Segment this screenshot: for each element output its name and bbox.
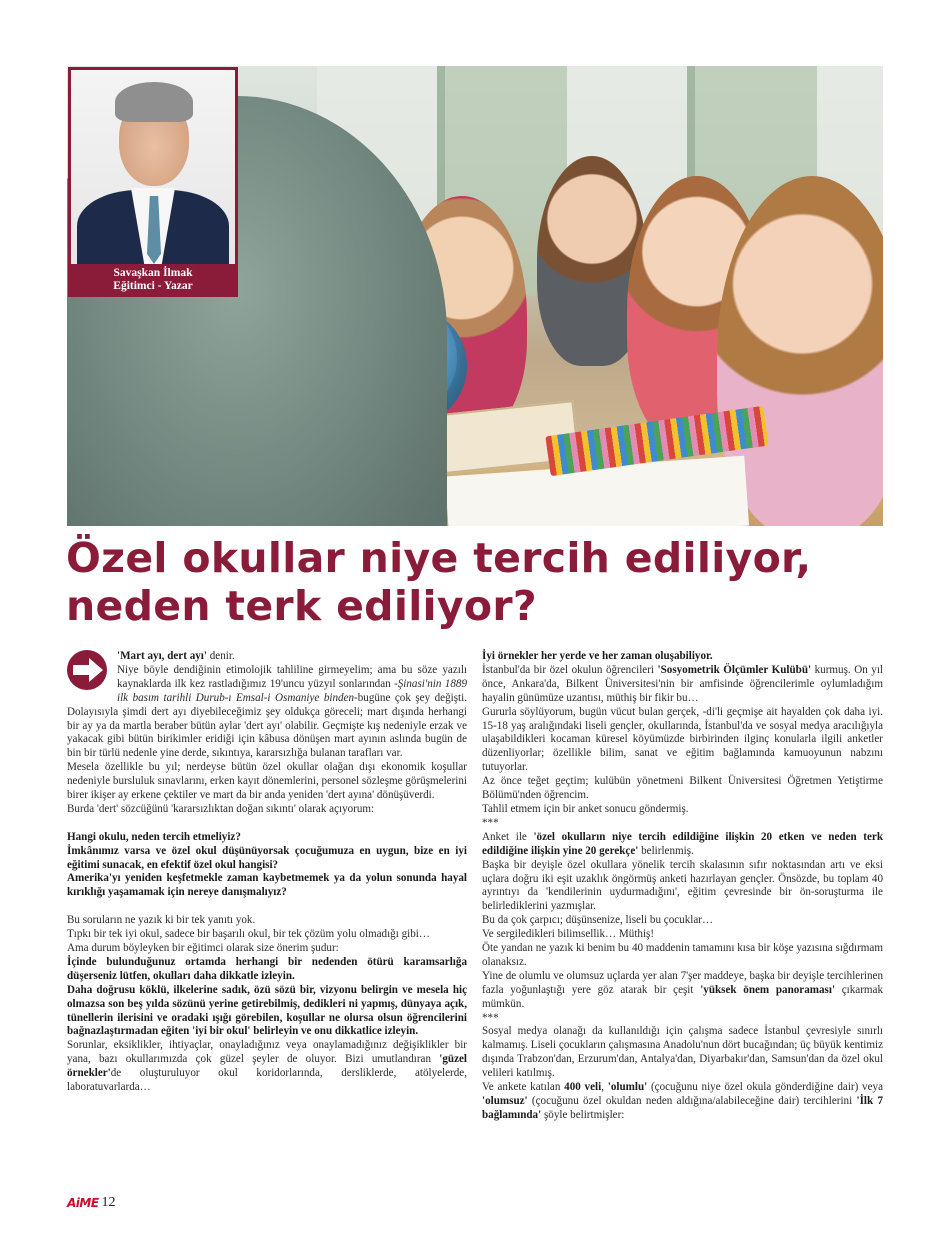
paragraph: Sosyal medya olanağı da kullanıldığı için çalışma sadece İstanbul çevresiyle sınırlı kalmamış. Liseli çocukların çalışmasına Anadolu'nun dört bucağından; üç büyük kentimiz dışında Trabzon'dan, Erzurum'dan, Antalya'dan, Diyarbakır'dan, Samsun'dan da özel okul velileri katılmış. [482,1025,883,1080]
author-photo [71,70,235,264]
paragraph: Niye böyle dendiğinin etimolojik tahliline girmeyelim; ama bu söze yazılı kaynaklarda ilk kez rastladığımız 19'uncu yüzyıl sonlarından -Şinasi'nin 1889 ilk basım tarihli Durub-ı Emsal-i Osmaniye binden-bugüne çok şey değişti. Dolayısıyla şimdi dert ayı diyebileceğimiz şey oldukça göreceli; mart dışında herhangi bir ay ya da martla beraber bütün aylar 'dert ayı' olabilir. Geçmişte kış nedeniyle erzak ve yakacak gibi bütün birikimler eridiği için kâbusa dönüşen mart ayının aslında bugün de bin bir türlü nedenle yine derde, sıkıntıya, kararsızlığa bulanan tarafları var. [67,663,467,760]
separator-stars: *** [482,816,499,829]
question: İmkânımız varsa ve özel okul düşünüyorsak çocuğumuza en uygun, bize en iyi eğitimi sunacak, en efektif özel okul hangisi? [67,844,467,871]
paragraph: Ve ankete katılan 400 veli, 'olumlu' (çocuğunu niye özel okula gönderdiğine dair) veya 'olumsuz' (çocuğunu özel okuldan neden aldığına/alabileceğine dair) tercihlerini 'İlk 7 bağlamında' şöyle belirtmişler: [482,1081,884,1121]
title-line-2: neden terk ediliyor? [66,582,537,630]
author-box [68,67,238,297]
paragraph: Başka bir deyişle özel okullara yönelik tercih skalasının sıfır noktasından artı ve eksi uçlara doğru iki eşit uzaklık öngörmüş anketi hazırlayan gençler. Önsözde, bu toplam 40 ayrıntıyı da 'kendilerinin uydurmadığını', eğitim çevresinde bir ön-soruşturma ile belirlediklerini yazmışlar. [482,858,883,913]
arrow-right-icon [67,650,111,690]
paragraph: Yine de olumlu ve olumsuz uçlarda yer alan 7'şer maddeye, başka bir deyişle tercihlerinen fazla yoğunlaştığı yere göz atarak bir çeşit 'yüksek önem panoraması' çıkarmak mümkün. [482,969,884,1010]
author-hair [115,82,193,122]
author-role: Eğitimci - Yazar [113,280,193,292]
paragraph: Tahlil etmem için bir anket sonucu göndermiş. [482,802,689,815]
paragraph: Gururla söylüyorum, bugün vücut bulan gerçek, -di'li geçmişe ait hayalden çok daha iyi. 15-18 yaş aralığındaki liseli gençler, okullarında, İstanbul'da ve sosyal medya aracılığıyla ulaşabildikleri kocaman küresel köyümüzde birbirinden ilginç konularla ilgili anketler düzenliyorlar; özellikle bilim, sanat ve eğitim bağlamında kamuoyunun nabzını tutuyorlar. [482,705,883,774]
paragraph: Ve sergiledikleri bilimsellik… Müthiş! [482,928,655,941]
page-number: 12 [101,1195,116,1210]
author-name: Savaşkan İlmak [113,267,193,279]
paragraph: Bu da çok çarpıcı; düşünsenize, liseli bu çocuklar… [482,914,714,927]
paragraph: Ama durum böyleyken bir eğitimci olarak size önerim şudur: [67,942,339,954]
right-column [482,650,883,1123]
paragraph: Bu soruların ne yazık ki bir tek yanıtı yok. [67,914,256,927]
question: Hangi okulu, neden tercih etmeliyiz? [67,830,241,843]
paragraph: Tıpkı bir tek iyi okul, sadece bir başarılı okul, bir tek çözüm yolu olmadığı gibi… [67,928,430,941]
paragraph-bold: İçinde bulunduğunuz ortamda herhangi bir nedenden ötürü karamsarlığa düşerseniz lütfen, okulları daha dikkatle izleyin. [67,955,467,982]
paragraph: Anket ile 'özel okulların niye tercih edildiğine ilişkin 20 etken ve neden terk edildiğine ilişkin yine 20 gerekçe' belirlenmiş. [482,830,883,857]
title-line-1: Özel okullar niye tercih ediliyor, [66,534,812,582]
section-heading: İyi örnekler her yerde ve her zaman oluşabiliyor. [482,650,713,662]
article-title [66,534,896,630]
paragraph: Öte yandan ne yazık ki benim bu 40 maddenin tamamını kısa bir köşe yazısına sığdırmam olanaksız. [482,942,883,968]
page-footer [67,1193,116,1213]
paragraph: Az önce teğet geçtim; kulübün yönetmeni Bilkent Üniversitesi Öğretmen Yetiştirme Bölümü'nden öğrencim. [482,775,883,802]
author-caption [71,264,235,293]
lead-quote: 'Mart ayı, dert ayı' [117,650,207,662]
paragraph: Sorunlar, eksiklikler, ihtiyaçlar, onayladığınız veya onaylamadığınız değişiklikler bir yana, bazı okullarımızda çok güzel şeyler de oluyor. Bizi umutlandıran 'güzel örnekler'de oluşturuluyor okul koridorlarında, dersliklerde, atölyelerde, laboratuvarlarda… [67,1039,467,1094]
paragraph: İstanbul'da bir özel okulun öğrencileri 'Sosyometrik Ölçümler Kulübü' kurmuş. On yıl önce, Ankara'da, Bilkent Üniversitesi'nin bir amfisinde öğrencilerimle oylumladığım hayalin günümüze uzantısı, müthiş bir fikir bu… [482,663,883,704]
separator-stars: *** [482,1011,499,1024]
paragraph: Mesela özellikle bu yıl; nerdeyse bütün özel okullar olağan dışı ekonomik koşullar nedeniyle bursluluk sınavlarını, erken kayıt dönemlerini, personel sözleşme görüşmelerini birer ikişer ay erkene çektiler ve mart da bir anda yeniden 'dert ayına' dönüşüverdi. [67,761,467,802]
citation: Şinasi'nin 1889 ilk basım tarihli Durub-ı Emsal-i Osmaniye binden [117,677,467,704]
paragraph: 'Mart ayı, dert ayı' denir. [117,650,235,662]
magazine-logo: AiME [67,1196,99,1210]
paragraph-bold: Daha doğrusu köklü, ilkelerine sadık, özü sözü bir, vizyonu belirgin ve mesela hiç olmazsa son beş yılda sözünü yerine getirebilmiş, dedikleri ni yapmış, dünyaya açık, tünellerin ilerisini ve oradaki ışığı görebilen, koşullar ne olursa olsun öğrencilerini bağnazlaştırmadan eğiten 'iyi bir okul' belirleyin ve onu dikkatlice izleyin. [67,983,467,1038]
paragraph: Burda 'dert' sözcüğünü 'kararsızlıktan doğan sıkıntı' olarak açıyorum: [67,802,375,815]
left-column [67,650,467,1095]
question: Amerika'yı yeniden keşfetmekle zaman kaybetmemek ya da yolun sonunda hayal kırıklığı yaşamamak için nereye danışmalıyız? [67,872,467,899]
